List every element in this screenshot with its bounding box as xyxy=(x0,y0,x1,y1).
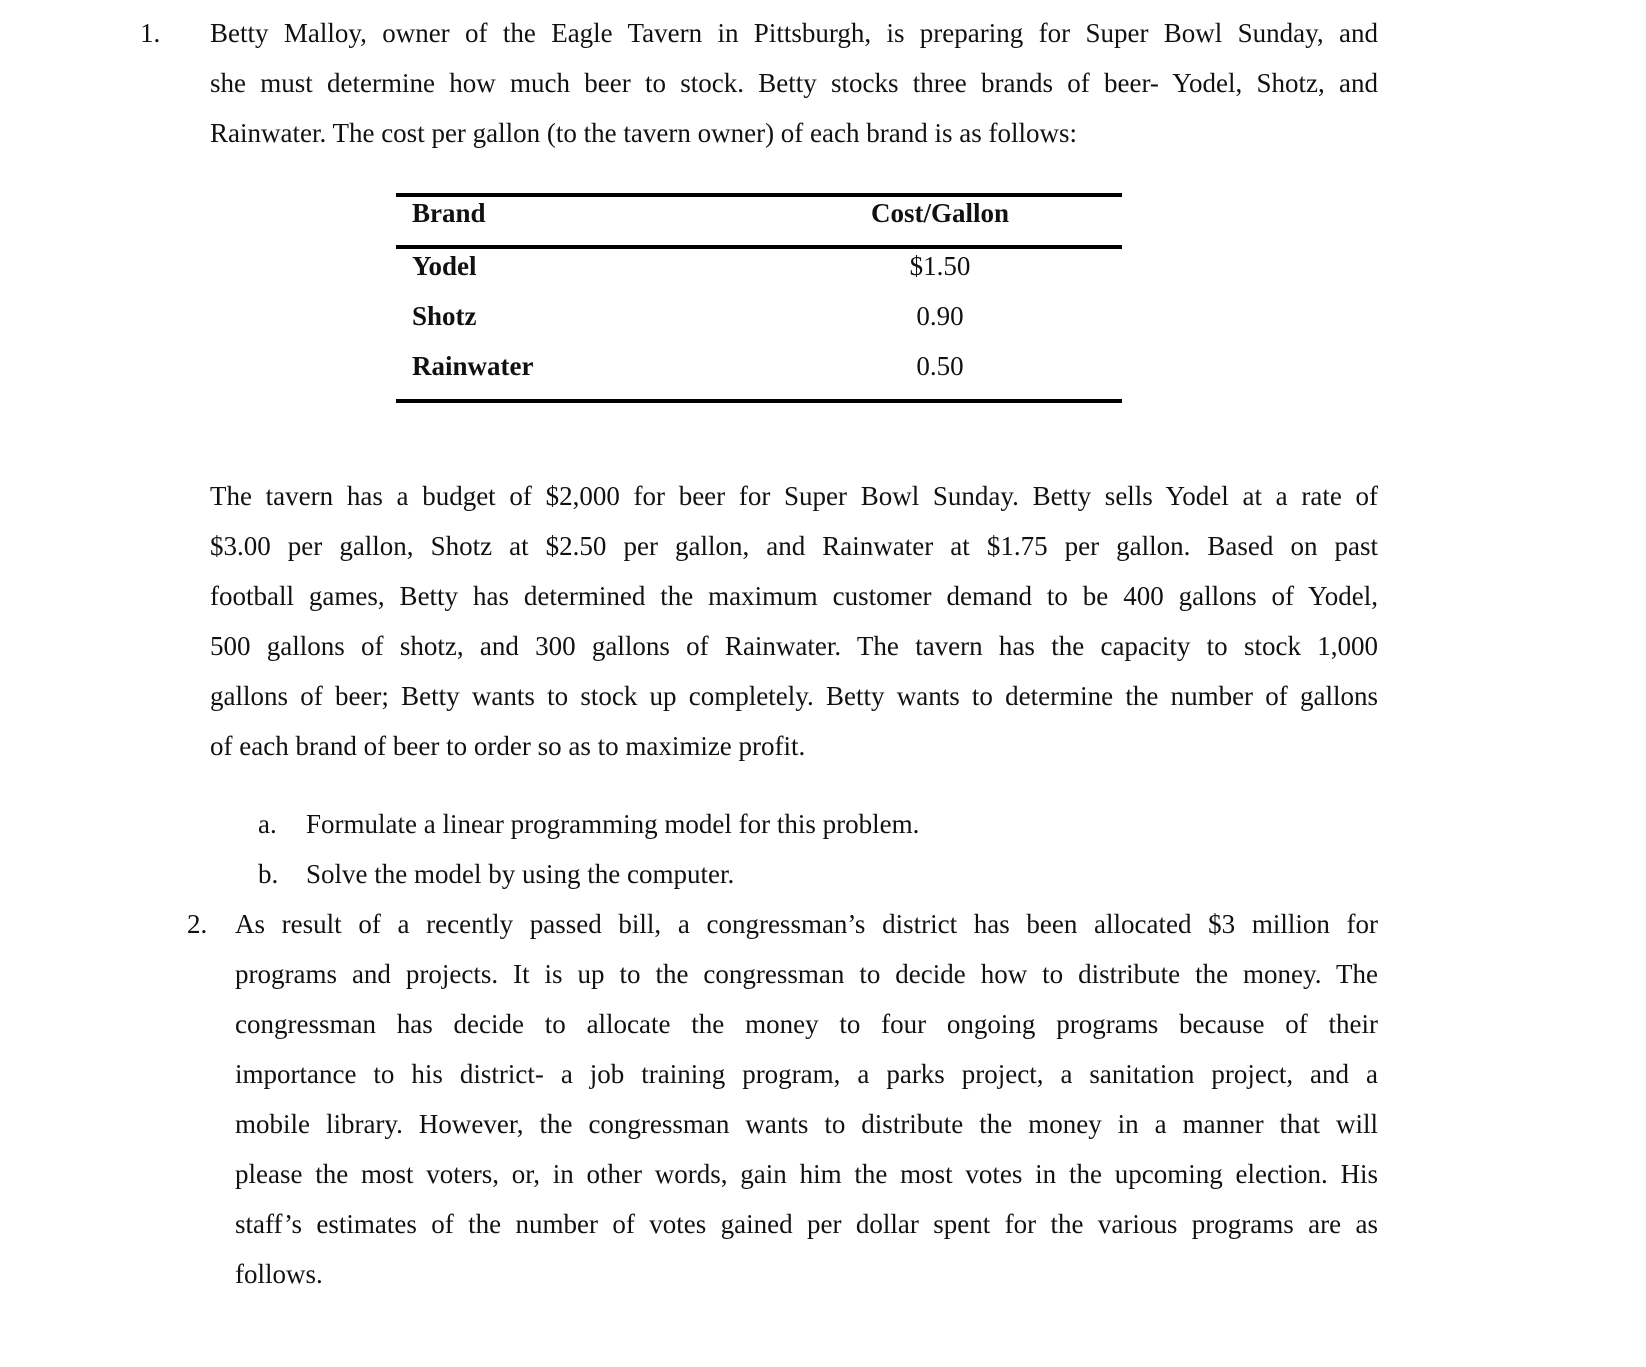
brand-cell: Rainwater xyxy=(412,351,534,381)
q1-number: 1. xyxy=(140,18,161,48)
text-line: 500 gallons of shotz, and 300 gallons of Rainwater. The tavern has the capacity to stock 1,000 xyxy=(210,631,1378,661)
brand-cell: Shotz xyxy=(412,301,477,331)
part-text: Formulate a linear programming model for this problem. xyxy=(306,809,920,839)
brand-cell: Yodel xyxy=(412,251,477,281)
part-label: a. xyxy=(258,809,277,839)
text-line: congressman has decide to allocate the money to four ongoing programs because of their xyxy=(235,1009,1378,1039)
cost-cell: 0.50 xyxy=(916,351,964,381)
text-line: programs and projects. It is up to the congressman to decide how to distribute the money. The xyxy=(235,959,1378,989)
text-line: follows. xyxy=(235,1259,323,1289)
part-text: Solve the model by using the computer. xyxy=(306,859,735,889)
cost-cell: $1.50 xyxy=(909,251,971,281)
text-line: of each brand of beer to order so as to maximize profit. xyxy=(210,731,806,761)
header-brand: Brand xyxy=(412,198,486,228)
text-line: $3.00 per gallon, Shotz at $2.50 per gallon, and Rainwater at $1.75 per gallon. Based on past xyxy=(210,531,1378,561)
text-line: she must determine how much beer to stock. Betty stocks three brands of beer- Yodel, Shotz, and xyxy=(210,68,1378,98)
text-line: Rainwater. The cost per gallon (to the tavern owner) of each brand is as follows: xyxy=(210,118,1077,148)
text-line: As result of a recently passed bill, a congressman’s district has been allocated $3 million for xyxy=(235,909,1378,939)
cost-cell: 0.90 xyxy=(916,301,964,331)
text-line: gallons of beer; Betty wants to stock up completely. Betty wants to determine the number of gallons xyxy=(210,681,1378,711)
text-line: Betty Malloy, owner of the Eagle Tavern in Pittsburgh, is preparing for Super Bowl Sunday, and xyxy=(210,18,1378,48)
table-bottom-rule xyxy=(396,399,1122,403)
text-line: football games, Betty has determined the maximum customer demand to be 400 gallons of Yodel, xyxy=(210,581,1378,611)
q2-number: 2. xyxy=(187,909,208,939)
text-line: The tavern has a budget of $2,000 for beer for Super Bowl Sunday. Betty sells Yodel at a rate of xyxy=(210,481,1378,511)
text-line: importance to his district- a job training program, a parks project, a sanitation project, and a xyxy=(235,1059,1378,1089)
text-line: please the most voters, or, in other words, gain him the most votes in the upcoming election. His xyxy=(235,1159,1378,1189)
text-line: staff’s estimates of the number of votes gained per dollar spent for the various programs are as xyxy=(235,1209,1378,1239)
part-label: b. xyxy=(258,859,279,889)
text-line: mobile library. However, the congressman wants to distribute the money in a manner that will xyxy=(235,1109,1378,1139)
header-cost: Cost/Gallon xyxy=(870,198,1010,228)
